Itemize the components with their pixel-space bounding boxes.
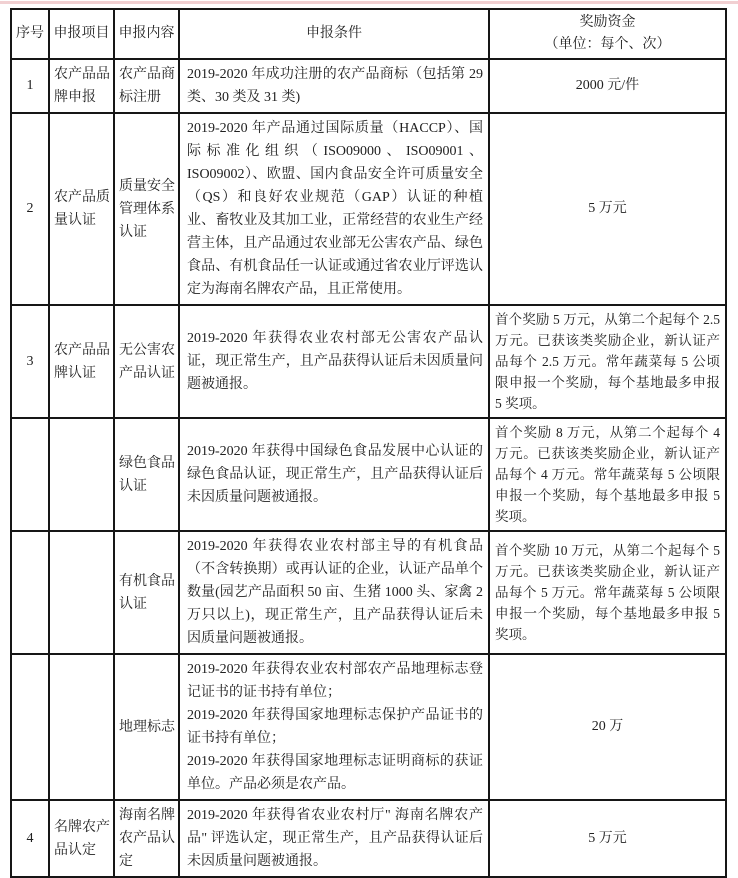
table-row xyxy=(11,305,726,418)
condition-paragraph: 2019-2020 年获得农业农村部农产品地理标志登记证书的证书持有单位； xyxy=(187,662,483,700)
cell-seq: 3 xyxy=(11,305,49,418)
cell-seq xyxy=(11,418,49,531)
cell-seq xyxy=(11,531,49,654)
cell-reward: 首个奖励 10 万元，从第二个起每个 5 万元。已获该类奖励企业，新认证产品每个 5 万元。常年蔬菜每 5 公顷限申报一个奖励，每个基地最多申报 5 奖项。 xyxy=(489,531,726,654)
cell-condition: 2019-2020 年获得省农业农村厅" 海南名牌农产品" 评选认定，现正常生产，且产品获得认证后未因质量问题被通报。 xyxy=(179,800,489,877)
cell-reward: 5 万元 xyxy=(489,113,726,305)
cell-seq xyxy=(11,654,49,800)
cell-content: 有机食品认证 xyxy=(114,531,179,654)
table-row xyxy=(11,531,726,654)
column-header-reward-title: 奖励资金 xyxy=(579,15,636,30)
column-header-reward xyxy=(489,9,726,59)
condition-paragraph: 2019-2020 年获得国家地理标志证明商标的获证单位。产品必须是农产品。 xyxy=(187,754,483,792)
cell-condition: 2019-2020 年产品通过国际质量（HACCP）、国际标准化组织（ISO09000、ISO09001、ISO09002）、欧盟、国内食品安全许可质量安全（QS）和良好农业规范（GAP）认证的种植业、畜牧业及其加工业，正常经营的农业生产经营主体，且产品通过农业部无公害农产品、绿色食品、有机食品任一认证或通过省农业厅评选认定为海南名牌农产品，且正常使用。 xyxy=(179,113,489,305)
cell-seq: 1 xyxy=(11,59,49,113)
cell-reward: 2000 元/件 xyxy=(489,59,726,113)
cell-condition xyxy=(179,654,489,800)
cell-content: 无公害农产品认证 xyxy=(114,305,179,418)
cell-reward: 首个奖励 8 万元，从第二个起每个 4 万元。已获该类奖励企业，新认证产品每个 4 万元。常年蔬菜每 5 公顷限申报一个奖励，每个基地最多申报 5 奖项。 xyxy=(489,418,726,531)
condition-paragraph: 2019-2020 年获得国家地理标志保护产品证书的证书持有单位； xyxy=(187,708,483,746)
cell-reward: 20 万 xyxy=(489,654,726,800)
column-header-condition: 申报条件 xyxy=(179,9,489,59)
table-row xyxy=(11,800,726,877)
cell-reward: 首个奖励 5 万元，从第二个起每个 2.5 万元。已获该类奖励企业，新认证产品每个 2.5 万元。常年蔬菜每 5 公顷限申报一个奖励，每个基地最多申报 5 奖项。 xyxy=(489,305,726,418)
cell-project: 农产品品牌认证 xyxy=(49,305,114,418)
cell-content: 绿色食品认证 xyxy=(114,418,179,531)
cell-seq: 2 xyxy=(11,113,49,305)
cell-content: 海南名牌农产品认定 xyxy=(114,800,179,877)
cell-project: 名牌农产品认定 xyxy=(49,800,114,877)
scan-artifact-line xyxy=(0,1,738,4)
table-row xyxy=(11,418,726,531)
cell-project xyxy=(49,418,114,531)
column-header-reward-unit: （单位：每个、次） xyxy=(544,37,671,52)
column-header-content: 申报内容 xyxy=(114,9,179,59)
column-header-seq: 序号 xyxy=(11,9,49,59)
cell-condition: 2019-2020 年成功注册的农产品商标（包括第 29 类、30 类及 31 类) xyxy=(179,59,489,113)
table-row xyxy=(11,654,726,800)
cell-condition: 2019-2020 年获得农业农村部主导的有机食品（不含转换期）或再认证的企业，认证产品单个数量(园艺产品面积 50 亩、生猪 1000 头、家禽 2 万只以上)，现正常生产，且产品获得认证后未因质量问题被通报。 xyxy=(179,531,489,654)
cell-project xyxy=(49,654,114,800)
cell-condition: 2019-2020 年获得农业农村部无公害农产品认证，现正常生产，且产品获得认证后未因质量问题被通报。 xyxy=(179,305,489,418)
cell-content: 地理标志 xyxy=(114,654,179,800)
table-row xyxy=(11,59,726,113)
cell-project: 农产品质量认证 xyxy=(49,113,114,305)
column-header-project: 申报项目 xyxy=(49,9,114,59)
cell-condition: 2019-2020 年获得中国绿色食品发展中心认证的绿色食品认证，现正常生产，且产品获得认证后未因质量问题被通报。 xyxy=(179,418,489,531)
cell-content: 农产品商标注册 xyxy=(114,59,179,113)
cell-project xyxy=(49,531,114,654)
table-row xyxy=(11,113,726,305)
cell-content: 质量安全管理体系认证 xyxy=(114,113,179,305)
cell-project: 农产品品牌申报 xyxy=(49,59,114,113)
cell-reward: 5 万元 xyxy=(489,800,726,877)
reward-table xyxy=(10,8,727,878)
header-row xyxy=(11,9,726,59)
cell-seq: 4 xyxy=(11,800,49,877)
